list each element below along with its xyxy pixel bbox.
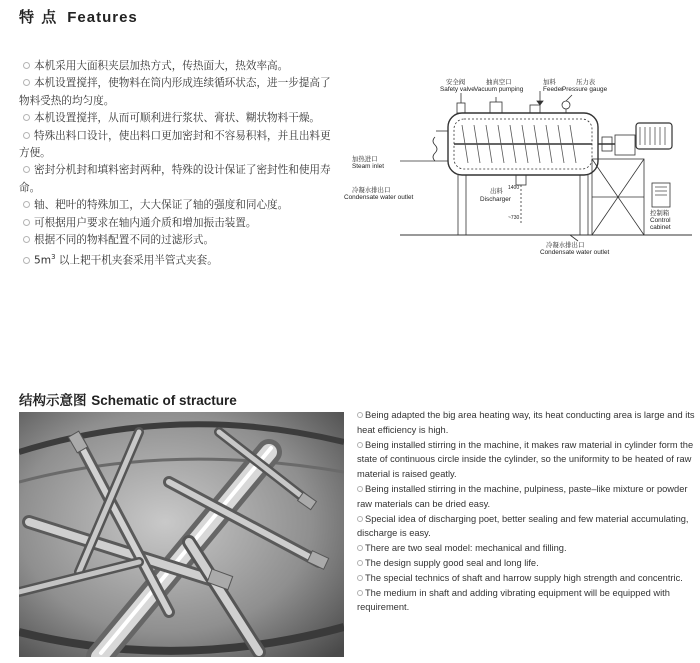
label-discharge-en: Discharger	[480, 196, 511, 203]
label-control-en1: Control	[650, 217, 671, 224]
bullet-icon	[23, 219, 30, 226]
gearbox	[615, 135, 635, 155]
safety-valve-nozzle	[457, 103, 465, 113]
label-discharge-cn: 出料	[490, 188, 503, 195]
dryer-diagram	[340, 75, 692, 265]
steam-coil	[433, 137, 437, 161]
feature-en-item: Being adapted the big area heating way, its heat conducting area is large and its heat efficiency is high.	[357, 410, 695, 435]
structure-heading	[19, 389, 237, 409]
structure-heading-en: Schematic of stracture	[91, 393, 237, 408]
bullet-icon	[357, 545, 363, 551]
bullet-icon	[357, 516, 363, 522]
bullet-icon	[357, 575, 363, 581]
label-control-cn: 控制箱	[650, 210, 670, 217]
structure-heading-cn: 结构示意图	[19, 393, 87, 409]
bullet-icon	[23, 236, 30, 243]
label-control-en2: cabinet	[650, 224, 671, 231]
label-dim2: ~730	[508, 215, 520, 221]
label-cond1-cn: 冷凝水排出口	[352, 187, 391, 194]
feature-en-item: Special idea of discharging poet, better sealing and few material accumulating, discharge is easy.	[357, 513, 689, 539]
feature-en-item: There are two seal model: mechanical and filling.	[357, 541, 695, 556]
feature-cn-item: 根据不同的物料配置不同的过滤形式。	[19, 232, 337, 249]
feature-en-item: Being installed stirring in the machine, pulpiness, paste–like mixture or powder raw materials can be dried easy.	[357, 483, 688, 509]
bullet-icon	[23, 257, 30, 264]
features-heading-en: Features	[67, 9, 138, 26]
discharge-port	[516, 175, 526, 185]
feature-cn-item: 轴、耙叶的特殊加工，大大保证了轴的强度和同心度。	[19, 197, 337, 214]
pressure-gauge	[562, 101, 570, 109]
bullet-icon	[357, 412, 363, 418]
dryer-diagram-svg	[340, 75, 692, 265]
features-heading-cn: 特 点	[19, 8, 58, 26]
feature-en-item: The medium in shaft and adding vibrating equipment will be equipped with requirement.	[357, 587, 670, 613]
bullet-icon	[357, 560, 363, 566]
feature-cn-item: 特殊出料口设计，使出料口更加密封和不容易积料，并且出料更方便。	[19, 129, 331, 160]
bullet-icon	[23, 166, 30, 173]
bullet-icon	[23, 201, 30, 208]
label-cond1-en: Condensate water outlet	[344, 194, 414, 201]
label-safety-valve-en: Safety valve	[440, 86, 475, 93]
dryer-interior-photo	[19, 412, 344, 657]
feeder-nozzle	[530, 105, 540, 113]
vacuum-nozzle	[490, 102, 502, 113]
bullet-icon	[23, 132, 30, 139]
bullet-icon	[23, 62, 30, 69]
feature-cn-item: 密封分机封和填料密封两种，特殊的设计保证了密封性和使用寿命。	[19, 164, 331, 194]
motor	[636, 123, 672, 149]
feature-en-item: Being installed stirring in the machine, it makes raw material in cylinder form the state of continuous circle inside the cylinder, so the uniformity to be heated of raw material is raised geatly.	[357, 439, 694, 480]
bullet-icon	[23, 79, 30, 86]
bullet-icon	[357, 590, 363, 596]
dryer-interior-illustration	[19, 412, 344, 657]
feature-cn-item: 可根据用户要求在轴内通介质和增加振击装置。	[19, 215, 337, 232]
bullet-icon	[23, 114, 30, 121]
feature-cn-item: 本机设置搅拌，从而可顺利进行浆状、膏状、糊状物料干燥。	[19, 110, 337, 127]
label-gauge-cn: 压力表	[576, 79, 596, 86]
feature-en-item: The special technics of shaft and harrow supply high strength and concentric.	[357, 571, 695, 586]
features-en-list	[357, 408, 695, 615]
label-vacuum-en: Vacuum pumping	[474, 86, 524, 93]
features-heading	[19, 6, 138, 27]
label-feeder-en: Feeder	[543, 86, 564, 93]
label-feeder-cn: 加料	[543, 79, 556, 86]
bullet-icon	[357, 442, 363, 448]
label-cond2-en: Condensate water outlet	[540, 249, 610, 256]
feature-cn-item: 本机设置搅拌，使物料在筒内形成连续循环状态，进一步提高了物料受热的均匀度。	[19, 77, 331, 107]
label-steam-cn: 加热进口	[352, 156, 378, 163]
label-steam-en: Steam inlet	[352, 163, 384, 170]
features-cn-list	[19, 58, 337, 270]
label-safety-valve-cn: 安全阀	[446, 79, 466, 86]
label-cond2-cn: 冷凝水排出口	[546, 242, 585, 249]
feature-en-item: The design supply good seal and long life.	[357, 556, 695, 571]
feature-cn-item: $5m^3$ 以上耙干机夹套采用半管式夹套。	[19, 249, 337, 270]
label-dim1: 1400	[508, 185, 520, 191]
label-gauge-en: Pressure gauge	[562, 86, 608, 93]
label-vacuum-cn: 抽真空口	[486, 79, 512, 86]
feature-cn-item: 本机采用大面积夹层加热方式，传热面大，热效率高。	[19, 58, 337, 75]
bullet-icon	[357, 486, 363, 492]
